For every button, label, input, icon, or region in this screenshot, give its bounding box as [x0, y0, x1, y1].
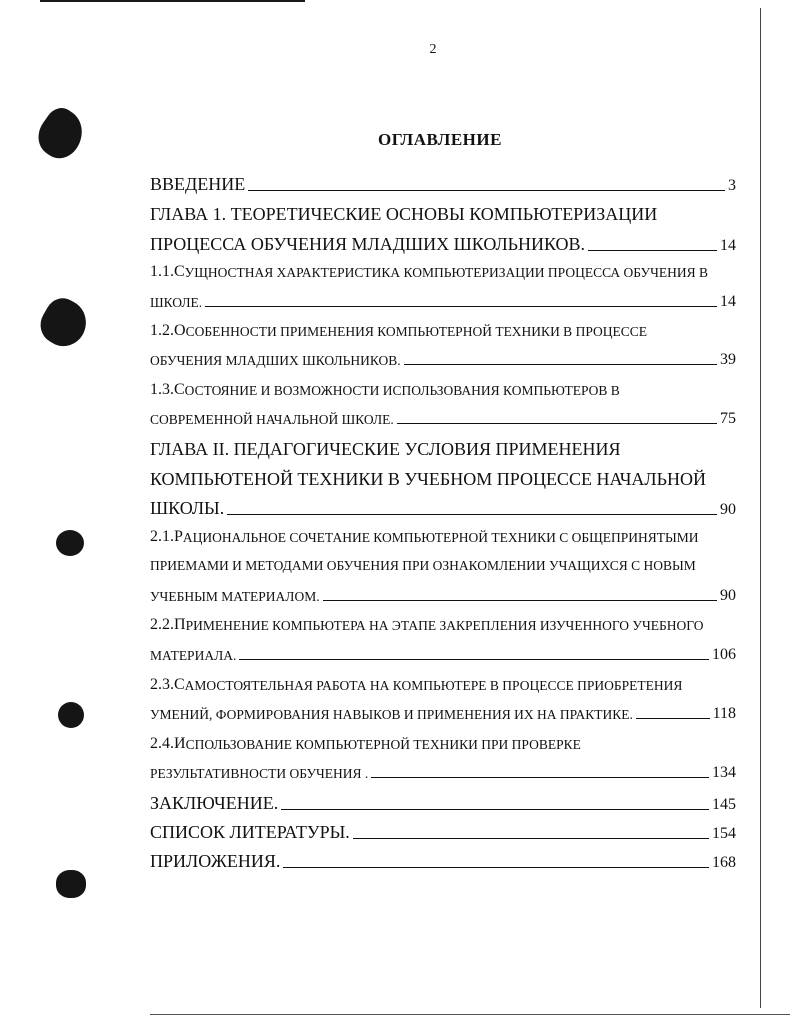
punch-hole-mark-4 [58, 702, 84, 728]
page-ref: 90 [720, 587, 736, 604]
leader-line [239, 659, 709, 660]
toc-entry-conclusion: ЗАКЛЮЧЕНИЕ. 145 [150, 793, 736, 813]
scan-edge-bottom [150, 1014, 790, 1015]
page-ref: 3 [728, 177, 736, 194]
scan-edge-right [760, 8, 761, 1008]
toc-section-2-1-line1: 2.1. Р АЦИОНАЛЬНОЕ СОЧЕТАНИЕ КОМПЬЮТЕРНОЙ ТЕХНИКИ С ОБЩЕПРИНЯТЫМИ [150, 528, 699, 545]
page-ref: 14 [720, 293, 736, 310]
toc-title: ОГЛАВЛЕНИЕ [378, 130, 502, 149]
leader-line [588, 250, 717, 251]
page-ref: 90 [720, 501, 736, 518]
toc-entry-bibliography: СПИСОК ЛИТЕРАТУРЫ. 154 [150, 822, 736, 842]
toc-section-1-3-line1: 1.3. С ОСТОЯНИЕ И ВОЗМОЖНОСТИ ИСПОЛЬЗОВАНИЯ КОМПЬЮТЕРОВ В [150, 381, 620, 398]
leader-line [353, 838, 709, 839]
page-ref: 145 [712, 796, 736, 813]
page-ref: 118 [712, 705, 736, 722]
page-ref: 168 [712, 854, 736, 871]
toc-chapter-2-line3: ШКОЛЫ. 90 [150, 498, 736, 518]
leader-line [281, 809, 709, 810]
toc-chapter-1-line1: ГЛАВА 1. ТЕОРЕТИЧЕСКИЕ ОСНОВЫ КОМПЬЮТЕРИЗАЦИИ [150, 204, 658, 224]
leader-line [397, 423, 717, 424]
toc-section-2-4-line1: 2.4. И СПОЛЬЗОВАНИЕ КОМПЬЮТЕРНОЙ ТЕХНИКИ ПРИ ПРОВЕРКЕ [150, 735, 581, 752]
toc-entry-intro: ВВЕДЕНИЕ 3 [150, 174, 736, 194]
leader-line [371, 777, 709, 778]
toc-section-2-1-line2: ПРИЕМАМИ И МЕТОДАМИ ОБУЧЕНИЯ ПРИ ОЗНАКОМЛЕНИИ УЧАЩИХСЯ С НОВЫМ [150, 558, 696, 573]
page-ref: 154 [712, 825, 736, 842]
toc-section-1-1-line2: ШКОЛЕ. 14 [150, 293, 736, 310]
leader-line [205, 306, 717, 307]
toc-section-1-3-line2: СОВРЕМЕННОЙ НАЧАЛЬНОЙ ШКОЛЕ. 75 [150, 410, 736, 427]
leader-line [227, 514, 717, 515]
toc-chapter-1-line2: ПРОЦЕССА ОБУЧЕНИЯ МЛАДШИХ ШКОЛЬНИКОВ. 14 [150, 234, 736, 254]
punch-hole-mark-5 [56, 870, 86, 898]
punch-hole-mark-2 [33, 292, 94, 354]
page-number: 2 [429, 42, 437, 57]
toc-chapter-2-line1: ГЛАВА II. ПЕДАГОГИЧЕСКИЕ УСЛОВИЯ ПРИМЕНЕНИЯ [150, 439, 621, 459]
leader-line [404, 364, 717, 365]
leader-line [283, 867, 709, 868]
page-ref: 75 [720, 410, 736, 427]
page-ref: 39 [720, 351, 736, 368]
toc-section-1-2-line1: 1.2. О СОБЕННОСТИ ПРИМЕНЕНИЯ КОМПЬЮТЕРНОЙ ТЕХНИКИ В ПРОЦЕССЕ [150, 322, 647, 339]
page-ref: 14 [720, 237, 736, 254]
page-ref: 134 [712, 764, 736, 781]
toc-chapter-2-line2: КОМПЬЮТЕНОЙ ТЕХНИКИ В УЧЕБНОМ ПРОЦЕССЕ НАЧАЛЬНОЙ [150, 469, 706, 489]
leader-line [323, 600, 717, 601]
toc-section-2-3-line2: УМЕНИЙ, ФОРМИРОВАНИЯ НАВЫКОВ И ПРИМЕНЕНИЯ ИХ НА ПРАКТИКЕ. 118 [150, 705, 736, 722]
leader-line [248, 190, 725, 191]
toc-section-2-1-line3: УЧЕБНЫМ МАТЕРИАЛОМ. 90 [150, 587, 736, 604]
leader-line [636, 718, 710, 719]
toc-section-1-2-line2: ОБУЧЕНИЯ МЛАДШИХ ШКОЛЬНИКОВ. 39 [150, 351, 736, 368]
scan-edge-top [40, 0, 305, 2]
toc-section-2-3-line1: 2.3. С АМОСТОЯТЕЛЬНАЯ РАБОТА НА КОМПЬЮТЕРЕ В ПРОЦЕССЕ ПРИОБРЕТЕНИЯ [150, 676, 683, 693]
toc-section-2-2-line1: 2.2. П РИМЕНЕНИЕ КОМПЬЮТЕРА НА ЭТАПЕ ЗАКРЕПЛЕНИЯ ИЗУЧЕННОГО УЧЕБНОГО [150, 616, 704, 633]
punch-hole-mark-3 [56, 530, 84, 556]
toc-section-2-4-line2: РЕЗУЛЬТАТИВНОСТИ ОБУЧЕНИЯ . 134 [150, 764, 736, 781]
page-ref: 106 [712, 646, 736, 663]
toc-section-1-1-line1: 1.1. С УЩНОСТНАЯ ХАРАКТЕРИСТИКА КОМПЬЮТЕРИЗАЦИИ ПРОЦЕССА ОБУЧЕНИЯ В [150, 263, 709, 280]
toc-section-2-2-line2: МАТЕРИАЛА. 106 [150, 646, 736, 663]
toc-entry-appendix: ПРИЛОЖЕНИЯ. 168 [150, 851, 736, 871]
